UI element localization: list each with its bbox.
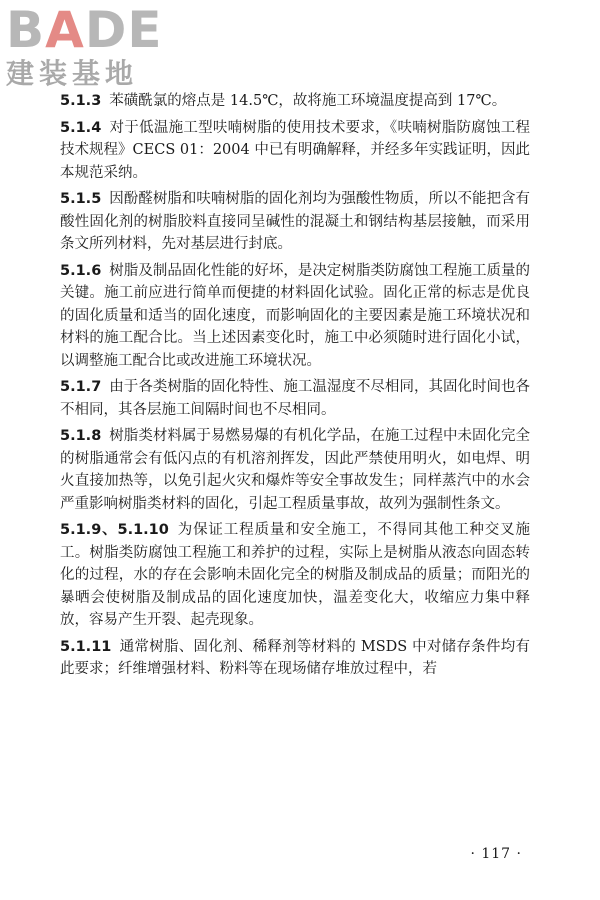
logo-accent-letter: A bbox=[45, 1, 85, 59]
clause-5-1-6 bbox=[60, 260, 530, 373]
clause-text: 树脂及制品固化性能的好坏，是决定树脂类防腐蚀工程施工质量的关键。施工前应进行简单而便捷的材料固化试验。固化正常的标志是优良的固化质量和适当的固化速度，而影响固化的主要因素是施工环境状况和材料的施工配合比。当上述因素变化时，施工中必须随时进行固化小试，以调整施工配合比或改进施工环境状况。 bbox=[60, 262, 530, 369]
clause-number: 5.1.3 bbox=[60, 93, 102, 109]
clause-text: 苯磺酰氯的熔点是 14.5℃，故将施工环境温度提高到 17℃。 bbox=[109, 93, 507, 109]
clause-text: 对于低温施工型呋喃树脂的使用技术要求，《呋喃树脂防腐蚀工程技术规程》CECS 01：2004 中已有明确解释，并经多年实践证明，因此本规范采纳。 bbox=[60, 119, 530, 181]
clause-5-1-8 bbox=[60, 425, 530, 515]
document-body bbox=[60, 90, 530, 685]
clause-5-1-3 bbox=[60, 90, 530, 113]
clause-number: 5.1.5 bbox=[60, 191, 102, 207]
clause-text: 通常树脂、固化剂、稀释剂等材料的 MSDS 中对储存条件均有此要求；纤维增强材料、粉料等在现场储存堆放过程中，若 bbox=[60, 638, 530, 677]
clause-number: 5.1.11 bbox=[60, 638, 112, 655]
clause-number: 5.1.9、5.1.10 bbox=[60, 522, 169, 538]
clause-5-1-11 bbox=[60, 636, 530, 681]
clause-text: 为保证工程质量和安全施工，不得同其他工种交叉施工。树脂类防腐蚀工程施工和养护的过程，实际上是树脂从液态向固态转化的过程，水的存在会影响未固化完全的树脂及制成品的质量；而阳光的暴晒会使树脂及制成品的固化速度加快，温差变化大，收缩应力集中释放，容易产生开裂、起壳现象。 bbox=[60, 522, 530, 628]
clause-number: 5.1.8 bbox=[60, 428, 102, 444]
logo-subtitle: 建装基地 bbox=[6, 57, 139, 90]
clause-5-1-5 bbox=[60, 188, 530, 256]
page-number: · 117 · bbox=[470, 846, 522, 862]
clause-number: 5.1.6 bbox=[60, 262, 102, 279]
logo-wordmark: BADE bbox=[6, 1, 163, 59]
clause-text: 由于各类树脂的固化特性、施工温湿度不尽相同，其固化时间也各不相同，其各层施工间隔时间也不尽相同。 bbox=[60, 379, 530, 418]
clause-number: 5.1.7 bbox=[60, 379, 102, 395]
clause-number: 5.1.4 bbox=[60, 119, 102, 136]
bade-logo bbox=[6, 1, 181, 90]
clause-5-1-7 bbox=[60, 376, 530, 421]
clause-5-1-4 bbox=[60, 117, 530, 185]
clause-text: 因酚醛树脂和呋喃树脂的固化剂均为强酸性物质，所以不能把含有酸性固化剂的树脂胶料直接同呈碱性的混凝土和钢结构基层接触，而采用条文所列材料，先对基层进行封底。 bbox=[60, 191, 530, 252]
clause-text: 树脂类材料属于易燃易爆的有机化学品，在施工过程中未固化完全的树脂通常会有低闪点的有机溶剂挥发，因此严禁使用明火，如电焊、明火直接加热等，以免引起火灾和爆炸等安全事故发生；同样蒸汽中的水会严重影响树脂类材料的固化，引起工程质量事故，故列为强制性条文。 bbox=[60, 428, 530, 512]
clause-5-1-9-10 bbox=[60, 519, 530, 632]
